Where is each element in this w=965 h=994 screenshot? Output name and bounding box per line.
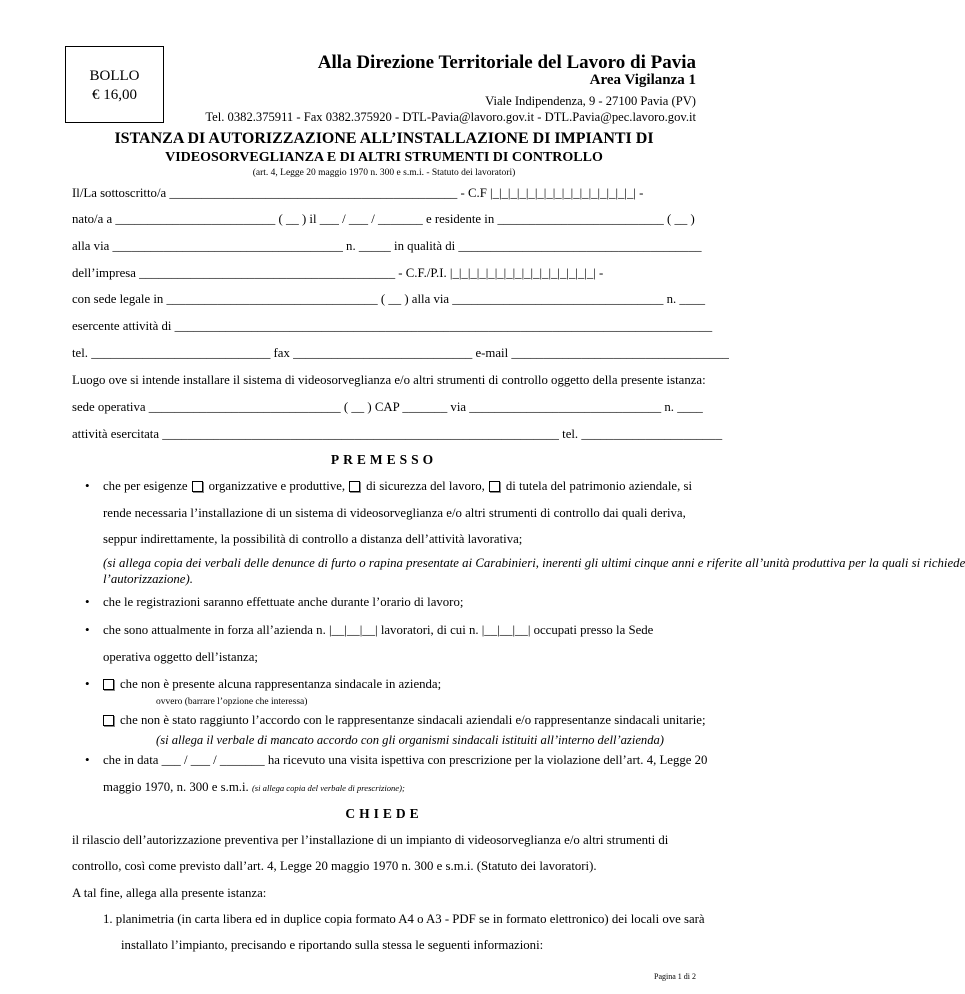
form-title-line1: ISTANZA DI AUTORIZZAZIONE ALL’INSTALLAZIONE DI IMPIANTI DI (114, 130, 654, 147)
field-attivita-esercitata[interactable]: attività esercitata ______________________________________________________________ tel. ______________________ (72, 427, 723, 441)
field-sede-legale[interactable]: con sede legale in _________________________________ ( __ ) alla via _________________________________ n. ____ (72, 292, 706, 306)
esigenze-patrimonio: di tutela del patrimonio aziendale, si (505, 479, 693, 493)
page-number: Pagina 1 di 2 (654, 972, 696, 981)
office-contacts: Tel. 0382.375911 - Fax 0382.375920 - DTL-Pavia@lavoro.gov.it - DTL.Pavia@pec.lavoro.gov.it (205, 110, 696, 124)
office-address: Viale Indipendenza, 9 - 27100 Pavia (PV) (485, 94, 696, 108)
checkbox-no-rappresentanza[interactable] (103, 679, 114, 690)
checkbox-organizzative[interactable] (192, 481, 203, 492)
allegato-1-l2: installato l’impianto, precisando e riportando sulla stessa le seguenti informazioni: (121, 938, 544, 952)
chiede-p3: A tal fine, allega alla presente istanza: (72, 886, 267, 900)
esigenze-label: che per esigenze (103, 479, 188, 493)
premesso-esigenze (103, 479, 692, 494)
esigenze-sicurezza: di sicurezza del lavoro, (366, 479, 485, 493)
luogo-installazione-label: Luogo ove si intende installare il sistema di videosorveglianza e/o altri strumenti di controllo oggetto della presente istanza: (72, 373, 706, 387)
bullet: • (85, 594, 90, 609)
office-title: Alla Direzione Territoriale del Lavoro di Pavia (317, 52, 696, 73)
form-title-ref: (art. 4, Legge 20 maggio 1970 n. 300 e s.m.i. - Statuto dei lavoratori) (252, 168, 516, 178)
chiede-p2: controllo, così come previsto dall’art. 4, Legge 20 maggio 1970 n. 300 e s.m.i. (Statuto dei lavoratori). (72, 859, 597, 873)
bollo-label: BOLLO (89, 68, 140, 84)
premesso-ispezione-l1[interactable]: che in data ___ / ___ / _______ ha ricevuto una visita ispettiva con prescrizione per la violazione dell’art. 4, Legge 20 (103, 753, 708, 767)
ovvero-note: ovvero (barrare l’opzione che interessa) (156, 697, 308, 707)
premesso-note2: l’autorizzazione). (103, 572, 193, 586)
checkbox-sicurezza[interactable] (349, 481, 360, 492)
bullet: • (85, 478, 90, 493)
esigenze-organizzative: organizzative e produttive, (208, 479, 346, 493)
premesso-registrazioni: che le registrazioni saranno effettuate anche durante l’orario di lavoro; (103, 595, 464, 609)
premesso-sindacale (103, 677, 441, 692)
field-contatti[interactable]: tel. ____________________________ fax ____________________________ e-mail __________________________________ (72, 346, 729, 360)
checkbox-patrimonio[interactable] (489, 481, 500, 492)
bollo-amount: € 16,00 (92, 87, 137, 103)
premesso-note1: (si allega copia dei verbali delle denunce di furto o rapina presentate ai Carabinieri, inerenti gli ultimi cinque anni e riferite all’unità produttiva per la quali si richiede (103, 556, 965, 570)
field-nascita-residenza[interactable]: nato/a a _________________________ ( __ ) il ___ / ___ / _______ e residente in __________________________ ( __ ) (72, 212, 695, 226)
premesso-accordo (103, 713, 706, 728)
premesso-heading: PREMESSO (330, 452, 438, 467)
bullet: • (85, 676, 90, 691)
accordo-note: (si allega il verbale di mancato accordo con gli organismi sindacali istituiti all’interno dell’azienda) (156, 733, 665, 747)
chiede-p1: il rilascio dell’autorizzazione preventiva per l’installazione di un impianto di videosorveglianza e/o altri strumenti di (72, 833, 669, 847)
allegato-1-l1: 1. planimetria (in carta libera ed in duplice copia formato A4 o A3 - PDF se in formato elettronico) dei locali ove sarà (103, 912, 705, 926)
form-title-line2: VIDEOSORVEGLIANZA E DI ALTRI STRUMENTI DI CONTROLLO (165, 150, 603, 165)
premesso-ispezione-l2 (103, 780, 405, 795)
office-area: Area Vigilanza 1 (589, 72, 696, 88)
opzione-no-accordo: che non è stato raggiunto l’accordo con le rappresentanze sindacali aziendali e/o rappresentanze sindacali unitarie; (120, 713, 706, 727)
premesso-lavoratori-l1[interactable]: che sono attualmente in forza all’azienda n. |__|__|__| lavoratori, di cui n. |__|__|__| occupati presso la Sede (103, 623, 654, 637)
premesso-lavoratori-l2: operativa oggetto dell’istanza; (103, 650, 258, 664)
ispezione-legge: maggio 1970, n. 300 e s.m.i. (103, 780, 249, 794)
field-sottoscritto[interactable]: Il/La sottoscritto/a _____________________________________________ - C.F |_|_|_|_|_|_|_|_|_|_|_|_|_|_|_|_| - (72, 186, 644, 200)
field-impresa[interactable]: dell’impresa ________________________________________ - C.F./P.I. |_|_|_|_|_|_|_|_|_|_|_|_|_|_|_|_| - (72, 266, 604, 280)
bullet: • (85, 752, 90, 767)
field-sede-operativa[interactable]: sede operativa ______________________________ ( __ ) CAP _______ via ______________________________ n. ____ (72, 400, 703, 414)
field-via-qualita[interactable]: alla via ____________________________________ n. _____ in qualità di ______________________________________ (72, 239, 702, 253)
field-attivita[interactable]: esercente attività di ____________________________________________________________________________________ (72, 319, 713, 333)
premesso-esigenze-l3: seppur indirettamente, la possibilità di controllo a distanza dell’attività lavorativa; (103, 532, 523, 546)
bullet: • (85, 622, 90, 637)
ispezione-note: (si allega copia del verbale di prescrizione); (251, 783, 405, 793)
opzione-no-rappresentanza: che non è presente alcuna rappresentanza sindacale in azienda; (120, 677, 442, 691)
bollo-box (65, 46, 164, 123)
checkbox-no-accordo[interactable] (103, 715, 114, 726)
premesso-esigenze-l2: rende necessaria l’installazione di un sistema di videosorveglianza e/o altri strumenti di controllo dai quali deriva, (103, 506, 686, 520)
chiede-heading: CHIEDE (345, 806, 423, 821)
